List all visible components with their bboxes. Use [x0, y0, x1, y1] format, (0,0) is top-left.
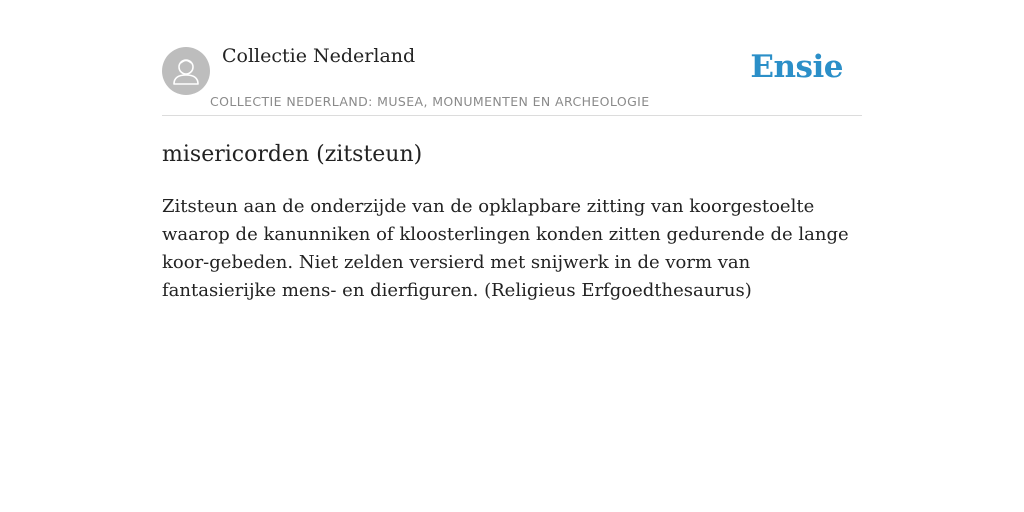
author-header — [162, 40, 862, 116]
term-title: misericorden (zitsteun) — [162, 142, 423, 167]
entry-card — [162, 40, 862, 305]
user-icon — [162, 47, 210, 95]
author-name[interactable]: Collectie Nederland — [222, 45, 416, 67]
author-subtitle: COLLECTIE NEDERLAND: MUSEA, MONUMENTEN EN ARCHEOLOGIE — [210, 94, 650, 109]
ensie-logo[interactable]: Ensie — [750, 49, 843, 85]
avatar[interactable] — [162, 47, 210, 95]
term-definition: Zitsteun aan de onderzijde van de opklapbare zitting van koorgestoelte waarop de kanunniken of kloosterlingen konden zitten gedurende de lange koor-gebeden. Niet zelden versierd met snijwerk in de vorm van fantasierijke mens- en dierfiguren. (Religieus Erfgoedthesaurus) — [162, 196, 849, 301]
